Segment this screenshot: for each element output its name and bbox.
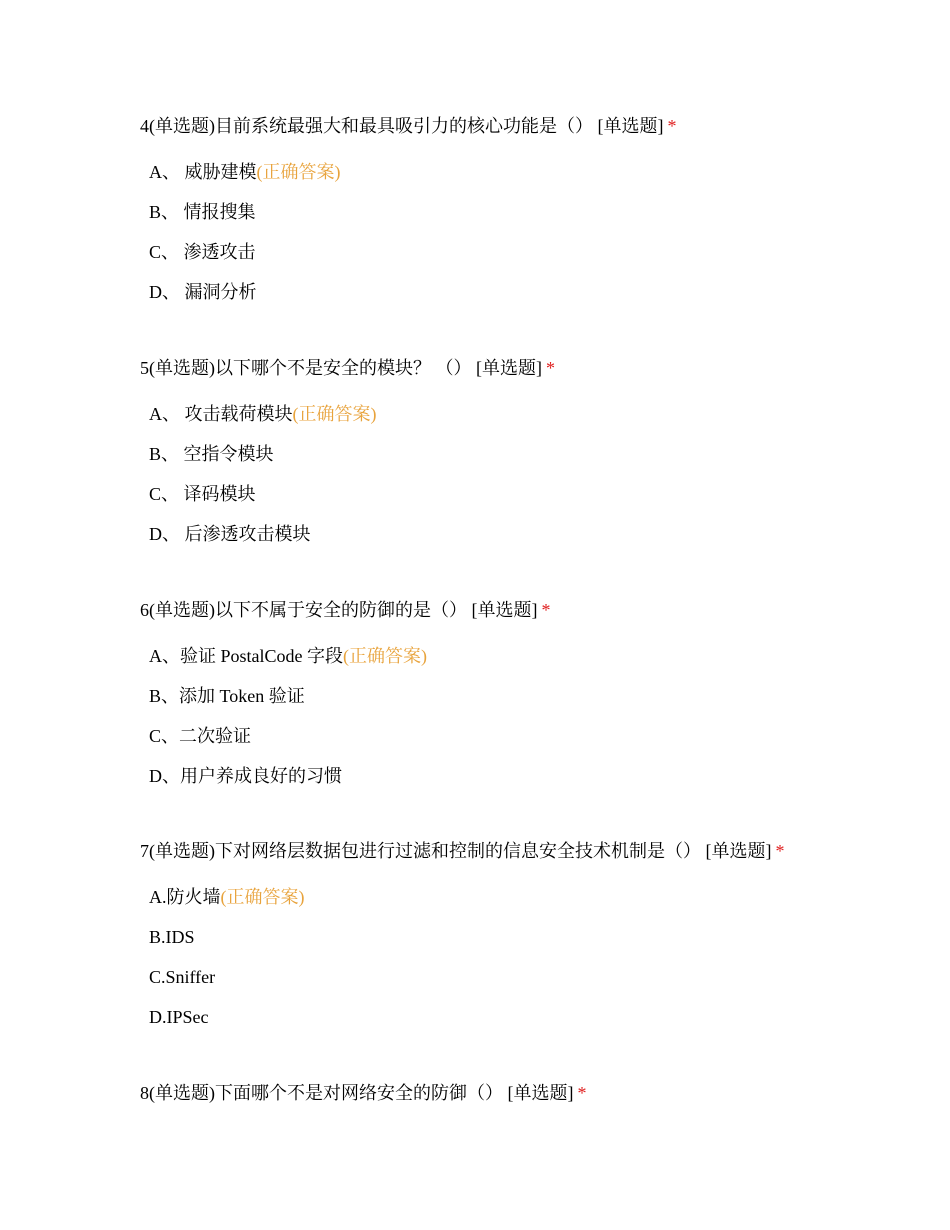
question-title [140, 598, 900, 622]
option-text: D.IPSec [149, 1007, 209, 1027]
required-mark: * [545, 358, 555, 378]
option-text: A、 威胁建模 [149, 162, 257, 182]
option-text: A、验证 PostalCode 字段 [149, 646, 344, 666]
option-b [149, 684, 900, 708]
option-c [149, 965, 900, 989]
option-text: B.IDS [149, 927, 195, 947]
question-6 [140, 598, 900, 804]
option-text: C、二次验证 [149, 726, 252, 746]
option-text: C、 渗透攻击 [149, 242, 256, 262]
correct-answer-label: (正确答案) [292, 404, 377, 424]
option-a [149, 160, 900, 184]
required-mark: * [775, 841, 785, 861]
question-title [140, 356, 900, 380]
question-text: 8(单选题)下面哪个不是对网络安全的防御（） [单选题] [140, 1083, 574, 1103]
option-c [149, 482, 900, 506]
question-text: 7(单选题)下对网络层数据包进行过滤和控制的信息安全技术机制是（） [单选题] [140, 841, 772, 861]
option-b [149, 442, 900, 466]
required-mark: * [667, 116, 677, 136]
option-d [149, 280, 900, 304]
required-mark: * [541, 600, 551, 620]
correct-answer-label: (正确答案) [220, 887, 305, 907]
option-text: A、 攻击载荷模块 [149, 404, 293, 424]
question-text: 5(单选题)以下哪个不是安全的模块？ （） [单选题] [140, 358, 542, 378]
question-title [140, 114, 900, 138]
option-text: D、 后渗透攻击模块 [149, 524, 311, 544]
option-text: A.防火墙 [149, 887, 221, 907]
option-a [149, 402, 900, 426]
option-text: B、添加 Token 验证 [149, 686, 305, 706]
question-8 [140, 1081, 900, 1105]
option-text: C.Sniffer [149, 967, 216, 987]
option-a [149, 885, 900, 909]
question-5 [140, 356, 900, 562]
required-mark: * [577, 1083, 587, 1103]
option-d [149, 764, 900, 788]
option-c [149, 724, 900, 748]
option-list [140, 644, 900, 788]
option-a [149, 644, 900, 668]
question-text: 4(单选题)目前系统最强大和最具吸引力的核心功能是（） [单选题] [140, 116, 664, 136]
question-text: 6(单选题)以下不属于安全的防御的是（） [单选题] [140, 600, 538, 620]
option-c [149, 240, 900, 264]
option-text: B、 空指令模块 [149, 444, 274, 464]
question-title [140, 1081, 900, 1105]
option-d [149, 1005, 900, 1029]
option-list [140, 402, 900, 546]
option-text: C、 译码模块 [149, 484, 256, 504]
question-4 [140, 114, 900, 320]
option-list [140, 885, 900, 1029]
option-text: B、 情报搜集 [149, 202, 256, 222]
option-b [149, 200, 900, 224]
correct-answer-label: (正确答案) [343, 646, 428, 666]
option-list [140, 160, 900, 304]
question-7 [140, 839, 900, 1045]
option-b [149, 925, 900, 949]
question-title [140, 839, 900, 863]
correct-answer-label: (正确答案) [256, 162, 341, 182]
option-text: D、 漏洞分析 [149, 282, 257, 302]
option-text: D、用户养成良好的习惯 [149, 766, 342, 786]
option-d [149, 522, 900, 546]
